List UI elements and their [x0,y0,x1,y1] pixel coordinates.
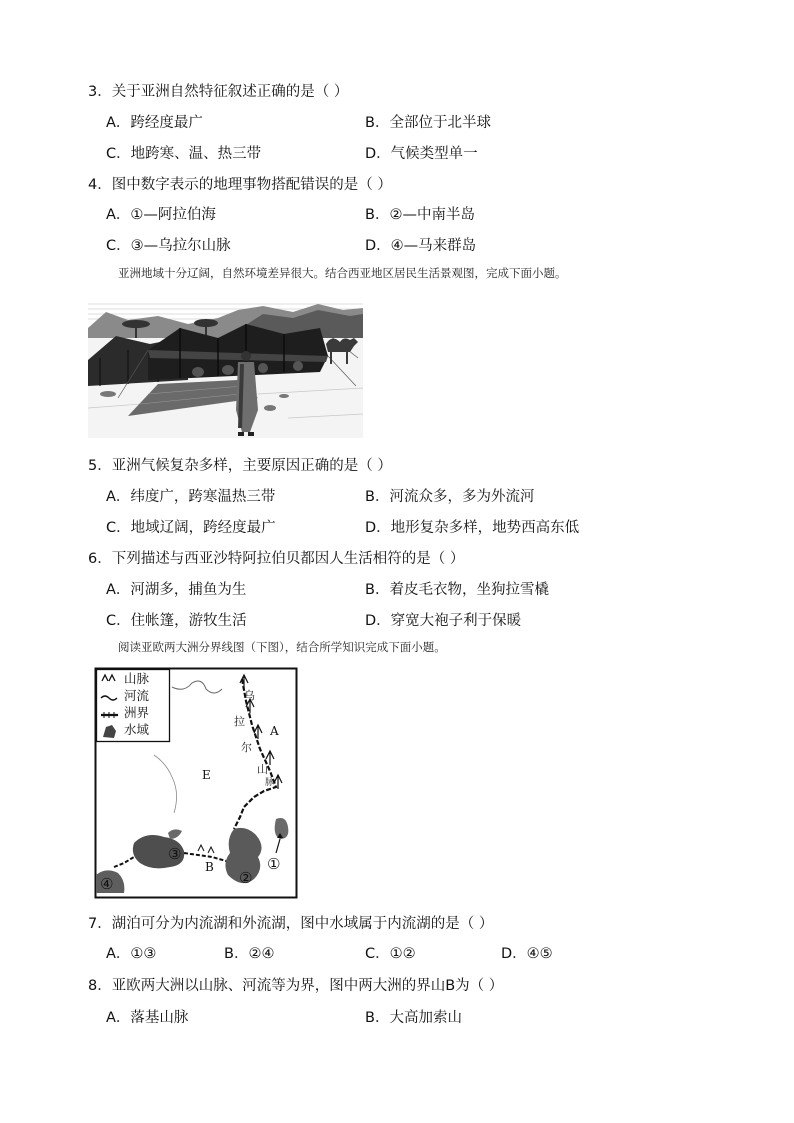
question-5-option-b: B．河流众多，多为外流河 [365,489,535,505]
question-7-option-b: B．②④ [224,946,275,962]
question-6-stem: 6．下列描述与西亚沙特阿拉伯贝都因人生活相符的是（ ） [88,551,465,567]
question-4-option-a: A．①—阿拉伯海 [106,207,216,223]
intro-west-asia: 亚洲地域十分辽阔，自然环境差异很大。结合西亚地区居民生活景观图，完成下面小题。 [118,266,567,280]
label-ural-3: 尔 [241,741,252,754]
legend-label-river: 河流 [124,688,150,703]
question-7-option-a: A．①③ [106,946,157,962]
question-6-option-d: D．穿宽大袍子利于保暖 [365,613,522,629]
bedouin-tent-illustration [88,298,363,438]
marker-3: ③ [168,845,182,863]
label-ural-5: 脉 [265,778,275,788]
legend-label-water: 水域 [124,722,150,737]
question-3-option-d: D．气候类型单一 [365,146,478,162]
marker-1: ① [267,855,281,873]
question-3-option-c: C．地跨寒、温、热三带 [106,146,262,162]
question-7-option-d: D．④⑤ [501,946,553,962]
question-4-option-c: C．③—乌拉尔山脉 [106,238,231,254]
question-7-option-c: C．①② [365,946,416,962]
question-4-option-d: D．④—马来群岛 [365,238,477,254]
question-4-stem: 4．图中数字表示的地理事物搭配错误的是（ ） [88,177,392,193]
label-e: E [202,768,211,782]
label-ural-1: 乌 [244,689,255,702]
legend-label-boundary: 洲界 [124,705,150,720]
asia-europe-boundary-map [94,667,298,899]
marker-2: ② [239,869,253,887]
question-5-option-a: A．纬度广，跨寒温热三带 [106,489,276,505]
label-a: A [270,724,279,738]
intro-asia-europe-boundary: 阅读亚欧两大洲分界线图（下图），结合所学知识完成下面小题。 [118,640,446,654]
label-b: B [205,860,214,874]
question-8-stem: 8．亚欧两大洲以山脉、河流等为界，图中两大洲的界山B为（ ） [88,978,504,994]
question-6-option-a: A．河湖多，捕鱼为生 [106,582,247,598]
question-5-option-d: D．地形复杂多样，地势西高东低 [365,520,580,536]
label-ural-4: 山 [257,763,268,776]
question-3-stem: 3．关于亚洲自然特征叙述正确的是（ ） [88,84,349,100]
question-8-option-a: A．落基山脉 [106,1010,189,1026]
question-5-option-c: C．地域辽阔，跨经度最广 [106,520,276,536]
question-3-option-b: B．全部位于北半球 [365,115,491,131]
question-4-option-b: B．②—中南半岛 [365,207,475,223]
question-5-stem: 5．亚洲气候复杂多样，主要原因正确的是（ ） [88,458,392,474]
label-ural-2: 拉 [234,715,245,728]
marker-4: ④ [100,875,114,893]
question-8-option-b: B．大高加索山 [365,1010,462,1026]
question-3-option-a: A．跨经度最广 [106,115,203,131]
question-7-stem: 7．湖泊可分为内流湖和外流湖，图中水域属于内流湖的是（ ） [88,916,494,932]
legend-label-mountain: 山脉 [124,671,150,686]
question-6-option-c: C．住帐篷，游牧生活 [106,613,247,629]
question-6-option-b: B．着皮毛衣物，坐狗拉雪橇 [365,582,549,598]
